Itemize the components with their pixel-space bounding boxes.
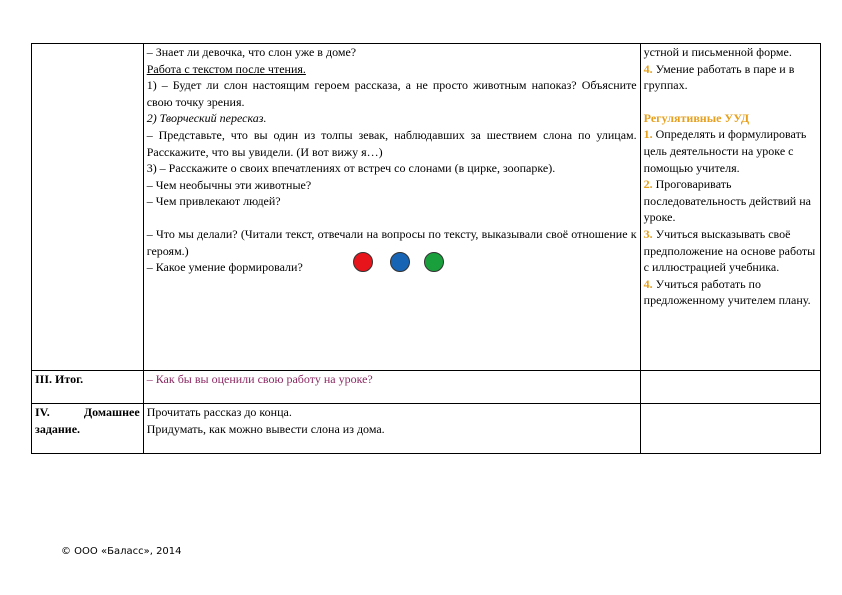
item-number: 4. [643,61,653,76]
red-circle-icon [353,252,373,272]
uud-item [644,226,817,276]
color-dots [353,252,443,272]
table-row [32,44,821,371]
table-row [32,371,821,404]
uud-cell [640,44,820,371]
item-number: 4. [643,276,653,291]
stage-cell-empty [32,44,144,371]
question-line: – Представьте, что вы один из толпы зевак, наблюдавших за шествием слона по улицам. Расскажите, что вы увидели. (И вот вижу я…) [146,127,637,159]
question-line: – Чем привлекают людей? [146,194,281,209]
green-circle-icon [424,252,444,272]
uud-item [644,126,817,176]
question-line: – Чем необычны эти животные? [146,177,312,192]
content-cell [143,44,640,371]
question-line: – Знает ли девочка, что слон уже в доме? [146,45,357,59]
item-text: Учиться работать по предложенному учителем плану. [643,276,811,308]
question-line: – Что мы делали? (Читали текст, отвечали на вопросы по тексту, выказывали своё отношение к героям.) [146,226,637,258]
item-text: Учиться высказывать своё предположение на основе работы с иллюстрацией учебника. [643,226,816,275]
uud-item [644,276,817,309]
uud-line: устной и письменной форме. [643,45,792,59]
item-text: Определять и формулировать цель деятельности на уроке с помощью учителя. [643,127,807,175]
item-number: 1. [643,127,653,142]
item-text: Проговаривать последовательность действий на уроке. [643,177,811,225]
item-text: Умение работать в паре и в группах. [643,61,795,93]
uud-item [644,176,817,226]
question-line: 1) – Будет ли слон настоящим героем рассказа, а не просто животным напоказ? Объясните свою точку зрения. [146,78,637,109]
content-cell: – Как бы вы оценили свою работу на уроке? [143,371,640,404]
uud-cell [640,371,820,404]
stage-cell: III. Итог. [32,371,144,404]
question-line: – Какое умение формировали? [146,260,303,275]
question-line: 3) – Расскажите о своих впечатлениях от встреч со слонами (в цирке, зоопарке). [146,161,556,176]
content-cell [143,404,640,454]
table-row [32,404,821,454]
uud-item [644,61,817,94]
section-heading: Работа с текстом после чтения. [146,61,306,76]
item-number: 3. [643,226,653,241]
uud-heading: Регулятивные УУД [643,110,750,125]
copyright-footer: © ООО «Баласс», 2014 [61,546,182,557]
uud-cell [640,404,820,454]
item-number: 2. [643,177,653,192]
section-heading: 2) Творческий пересказ. [146,111,267,126]
blue-circle-icon [390,252,410,272]
stage-cell: IV. Домашнее задание. [32,404,144,454]
lesson-table [31,43,821,454]
homework-line: Прочитать рассказ до конца. [146,405,292,419]
homework-line: Придумать, как можно вывести слона из дома. [146,421,385,436]
